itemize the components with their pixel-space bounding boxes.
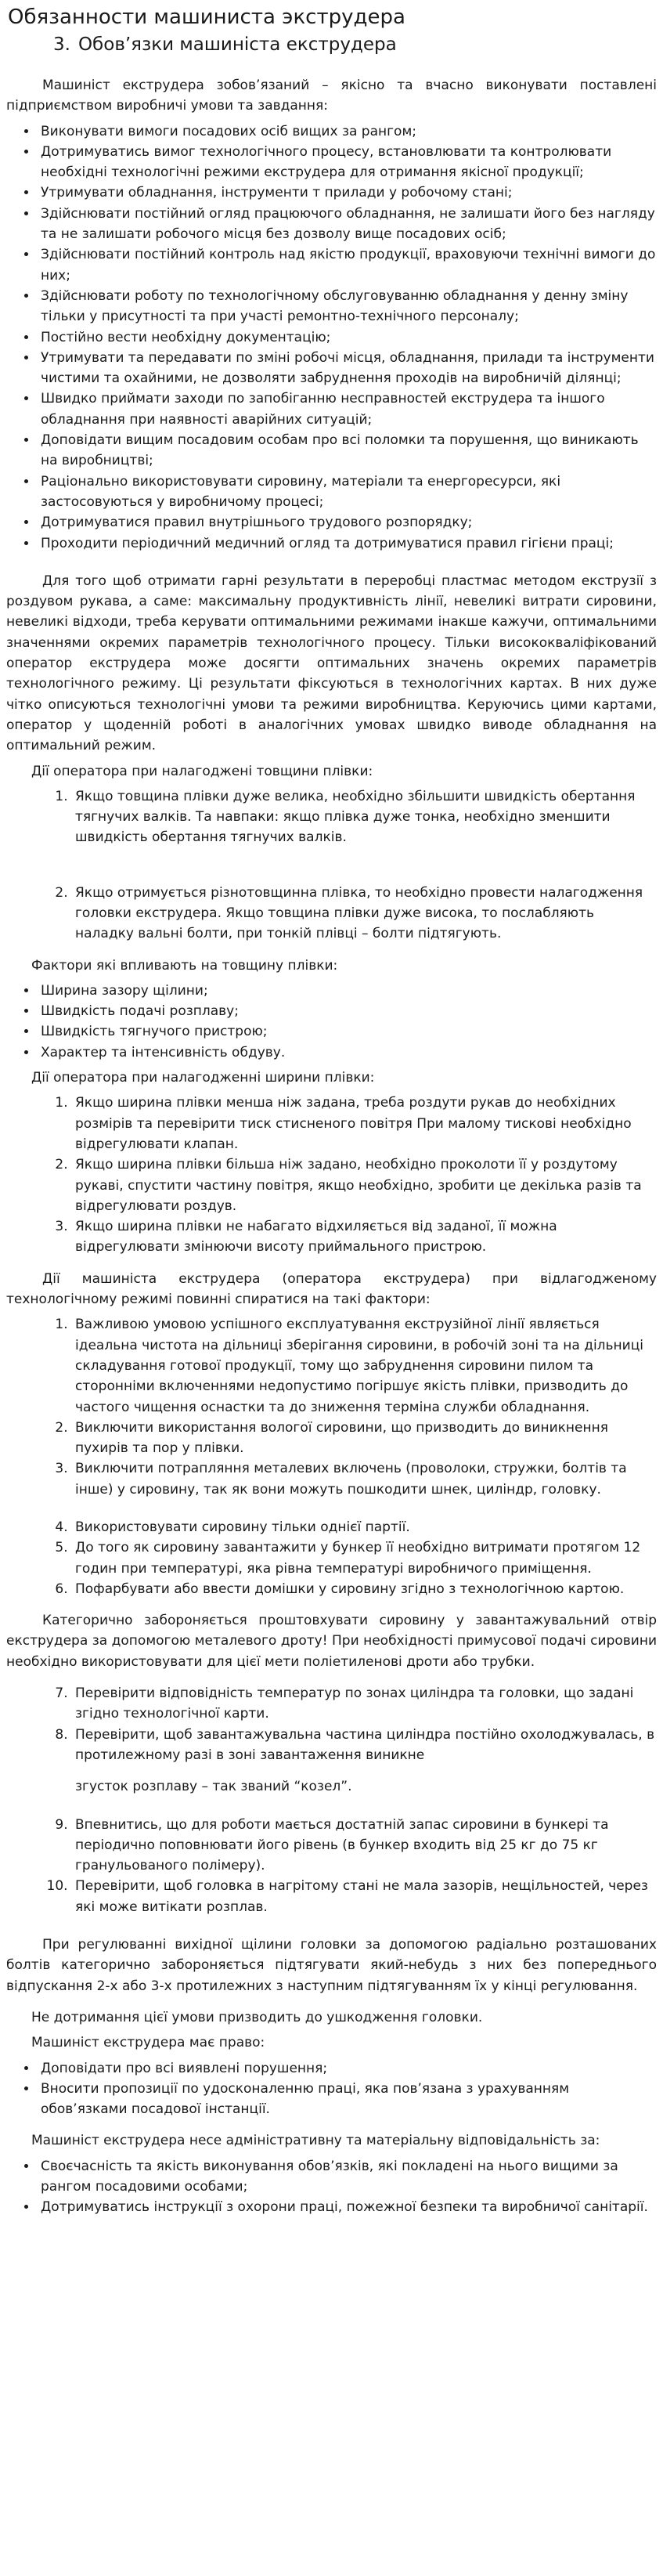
rights-heading: Машиніст екструдера має право: bbox=[31, 2035, 265, 2051]
list-item: • Виконувати вимоги посадових осіб вищих за рангом; bbox=[38, 121, 657, 142]
list-item: 3. Якщо ширина плівки не набагато відхиляється від заданої, її можна відрегулювати змінюючи висоту приймального пристрою. bbox=[72, 1216, 657, 1258]
list-item: 5. До того як сировину завантажити у бункер її необхідно витримати протягом 12 годин при температурі, яка рівна температурі виробничого приміщення. bbox=[72, 1537, 657, 1579]
list-item: • Дотримуватись інструкції з охорони праці, пожежної безпеки та виробничої санітарії. bbox=[38, 2197, 657, 2217]
list-item: 2. Виключити використання вологої сировини, що призводить до виникнення пухирів та пор у плівки. bbox=[72, 1418, 657, 1459]
list-item: 7. Перевірити відповідність температур по зонах циліндра та головки, що задані згідно технологічної карти. bbox=[72, 1683, 657, 1725]
list-item: • Утримувати обладнання, інструменти т прилади у робочому стані; bbox=[38, 182, 657, 203]
list-item: 1. Якщо ширина плівки менша ніж задана, треба роздути рукав до необхідних розмірів та перевірити тиск стисненого повітря При малому тискові необхідно відрегулювати клапан. bbox=[72, 1093, 657, 1154]
intro-paragraph: Машиніст екструдера зобов’язаний – якісно та вчасно виконувати поставлені підприємством виробничі умови та завдання: bbox=[6, 78, 657, 114]
list-item: • Швидкість подачі розплаву; bbox=[38, 1001, 657, 1021]
document-page bbox=[0, 3, 663, 2218]
list-item: 10. Перевірити, щоб головка в нагрітому стані не мала зазорів, нещільностей, через які може витікати розплав. bbox=[72, 1876, 657, 1917]
responsibility-list bbox=[6, 2156, 657, 2218]
list-item: • Своєчасність та якість виконування обов’язків, які покладені на нього вищими за рангом посадовими особами; bbox=[38, 2156, 657, 2198]
thickness-steps bbox=[6, 786, 657, 945]
checks-continuation: згусток розплаву – так званий “козел”. bbox=[75, 1779, 352, 1795]
section-title: Обов’язки машиніста екструдера bbox=[77, 34, 397, 55]
list-item: 2. Якщо отримується різнотовщинна плівка, то необхідно провести налагодження головки екструдера. Якщо товщина плівки дуже висока, то послабляють наладку вальні болти, при тонкій плівці – болти підтягують. bbox=[72, 883, 657, 945]
list-item: • Характер та інтенсивність обдуву. bbox=[38, 1042, 657, 1063]
list-item: • Дотримуватись вимог технологічного процесу, встановлювати та контролювати необхідні технологічні режими екструдера для отримання якісної продукції; bbox=[38, 142, 657, 183]
list-item: 6. Пофарбувати або ввести домішки у сировину згідно з технологічною картою. bbox=[72, 1579, 657, 1599]
factors-steps-a bbox=[6, 1314, 657, 1500]
list-item: • Проходити періодичний медичний огляд та дотримуватися правил гігієни праці; bbox=[38, 533, 657, 554]
list-item: • Здійснювати роботу по технологічному обслуговуванню обладнання у денну зміну тільки у присутності та при участі ремонтно-технічного персоналу; bbox=[38, 286, 657, 327]
factors-heading: Фактори які впливають на товщину плівки: bbox=[31, 957, 338, 974]
responsibility-heading: Машиніст екструдера несе адміністративну та матеріальну відповідальність за: bbox=[31, 2133, 600, 2149]
warning-paragraph: Не дотримання цієї умови призводить до ушкодження головки. bbox=[31, 2009, 483, 2025]
width-heading: Дії оператора при налагодженні ширини плівки: bbox=[31, 1070, 375, 1086]
list-item: • Здійснювати постійний контроль над якістю продукції, враховуючи технічні вимоги до них; bbox=[38, 244, 657, 286]
factors-steps-b bbox=[6, 1517, 657, 1599]
rights-list bbox=[6, 2058, 657, 2120]
list-item: 1. Якщо товщина плівки дуже велика, необхідно збільшити швидкість обертання тягнучих валків. Та навпаки: якщо плівка дуже тонка, необхідно зменшити швидкість обертання тягнучих валків. bbox=[72, 786, 657, 848]
list-item: 2. Якщо ширина плівки більша ніж задано, необхідно проколоти її у роздутому рукаві, спустити частину повітря, якщо необхідно, зробити це декілька разів та відрегулювати роздув. bbox=[72, 1154, 657, 1216]
checks-list-b bbox=[6, 1815, 657, 1917]
forbidden-paragraph: Категорично забороняється проштовхувати сировину у завантажувальний отвір екструдера за допомогою металевого дроту! При необхідності примусової подачі сировини необхідно використовувати для цієї мети поліетиленові дроти або трубки. bbox=[6, 1613, 657, 1670]
thickness-heading: Дії оператора при налагоджені товщини плівки: bbox=[31, 763, 373, 779]
list-item: • Дотримуватися правил внутрішнього трудового розпорядку; bbox=[38, 512, 657, 533]
list-item: 9. Впевнитись, що для роботи мається достатній запас сировини в бункері та періодично поповнювати його рівень (в бункер входить від 25 кг до 75 кг гранульованого полімеру). bbox=[72, 1815, 657, 1877]
list-item: 1. Важливою умовою успішного експлуатування екструзійної лінії являється ідеальна чистота на дільниці зберігання сировини, в робочій зоні та на дільниці складування готової продукції, тому що забруднення сировини пилом та сторонніми включеннями недопустимо погіршує якість плівки, призводить до частого чищення оснастки та до зниження терміна служби обладнання. bbox=[72, 1314, 657, 1417]
section-heading bbox=[53, 31, 657, 58]
factors-list bbox=[6, 981, 657, 1063]
list-item: • Здійснювати постійний огляд працюючого обладнання, не залишати його без нагляду та не залишати робочого місця без дозволу вище посадових осіб; bbox=[38, 204, 657, 245]
list-item: • Вносити пропозиції по удосконаленню праці, яка пов’язана з урахуванням обов’язками посадової інстанції. bbox=[38, 2079, 657, 2120]
width-steps bbox=[6, 1093, 657, 1257]
list-item: • Ширина зазору щілини; bbox=[38, 981, 657, 1001]
section-number: 3. bbox=[53, 34, 70, 55]
list-item: • Швидкість тягнучого пристрою; bbox=[38, 1021, 657, 1042]
list-item: 8. Перевірити, щоб завантажувальна частина циліндра постійно охолоджувалась, в протилежному разі в зоні завантаження виникне bbox=[72, 1725, 657, 1766]
list-item: • Швидко приймати заходи по запобіганню несправностей екструдера та іншого обладнання при наявності аварійних ситуацій; bbox=[38, 388, 657, 430]
results-paragraph: Для того щоб отримати гарні результати в переробці пластмас методом екструзії з роздувом рукава, а саме: максимальну продуктивність лінії, невеликі витрати сировини, невеликі відходи, треба керувати оптимальними режимами інакше кажучи, оптимальними значеннями окремих параметрів технологічного процесу. Тільки висококваліфікований оператор екструдера може досягти оптимальних значень окремих параметрів технологічного режиму. Ці результати фіксуються в технологічних картах. В них дуже чітко описуються технологічні умови та режими виробництва. Керуючись цими картами, оператор у щоденній роботі в аналогічних умовах швидко виводе обладнання на оптимальний режим. bbox=[6, 573, 657, 754]
list-item: • Утримувати та передавати по зміні робочі місця, обладнання, прилади та інструменти чистими та охайними, не дозволяти забруднення проходів на виробничій ділянці; bbox=[38, 348, 657, 389]
list-item: • Доповідати вищим посадовим особам про всі поломки та порушення, що виникають на виробництві; bbox=[38, 430, 657, 471]
list-item: 4. Використовувати сировину тільки однієї партії. bbox=[72, 1517, 657, 1537]
checks-list-a bbox=[6, 1683, 657, 1765]
document-title: Обязанности машиниста экструдера bbox=[8, 5, 405, 29]
list-item: 3. Виключити потрапляння металевих включень (проволоки, стружки, болтів та інше) у сировину, так як вони можуть пошкодити шнек, циліндр, головку. bbox=[72, 1458, 657, 1500]
factors-intro-paragraph: Дії машиніста екструдера (оператора екструдера) при відлагодженому технологічному режимі повинні спиратися на такі фактори: bbox=[6, 1270, 657, 1308]
list-item: • Доповідати про всі виявлені порушення; bbox=[38, 2058, 657, 2079]
adjust-paragraph: При регулюванні вихідної щілини головки за допомогою радіально розташованих болтів категорично забороняється підтягувати який-небудь з них без попереднього відпускання 2-х або 3-х протилежних з наступним підтягуванням їх у кінці регулювання. bbox=[6, 1937, 657, 1994]
list-item: • Постійно вести необхідну документацію; bbox=[38, 327, 657, 348]
list-item: • Раціонально використовувати сировину, матеріали та енергоресурси, які застосовуються у виробничому процесі; bbox=[38, 471, 657, 513]
duties-list bbox=[6, 121, 657, 554]
